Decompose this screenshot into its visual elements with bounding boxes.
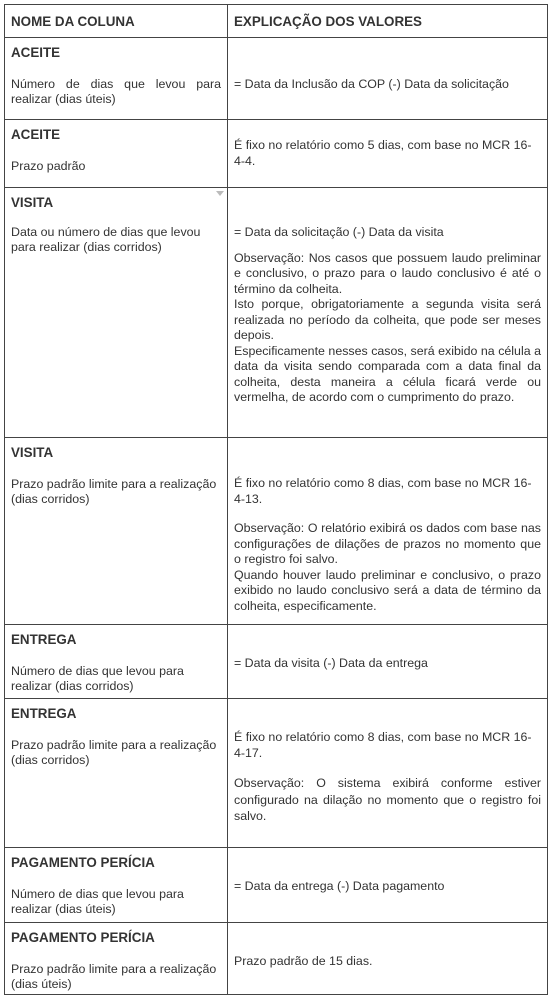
column-name-cell: [5, 625, 228, 699]
table-row: [5, 438, 548, 625]
explanation-cell: [228, 120, 548, 188]
table-row: [5, 848, 548, 923]
column-name-cell: [5, 38, 228, 120]
explanation-paragraph: Especificamente nesses casos, será exibido na célula a data da visita sendo comparada com a data final da colheita, desta maneira a célula ficará verde ou vermelha, de acordo com o cumprimento do prazo.: [234, 343, 541, 404]
explanation-table: [4, 4, 548, 995]
column-name-cell: [5, 699, 228, 848]
row-title: ACEITE: [11, 127, 61, 142]
explanation-paragraph: = Data da entrega (-) Data pagamento: [234, 879, 445, 893]
row-title: ENTREGA: [11, 632, 77, 647]
header-row: [5, 5, 548, 38]
explanation-cell: [228, 38, 548, 120]
explanation-paragraph: Observação: Nos casos que possuem laudo preliminar e conclusivo, o prazo para o laudo conclusivo é até o término da colheita.: [234, 250, 541, 296]
row-title: ENTREGA: [11, 706, 77, 721]
explanation-paragraph: Isto porque, obrigatoriamente a segunda visita será realizada no período da colheita, que pode ser meses depois.: [234, 297, 541, 342]
explanation-paragraph: Quando houver laudo preliminar e conclusivo, o prazo exibido no laudo conclusivo será a data de término da colheita, especificamente.: [234, 567, 541, 613]
row-label: Número de dias que levou para realizar (dias úteis): [11, 886, 184, 916]
explanation-paragraph: Observação: O relatório exibirá os dados com base nas configurações de dilações de prazos no momento que o registro foi salvo.: [234, 521, 541, 566]
column-name-cell: [5, 923, 228, 995]
table-row: [5, 120, 548, 188]
row-label: Número de dias que levou para realizar (dias corridos): [11, 663, 184, 693]
row-label: Prazo padrão: [11, 158, 86, 173]
explanation-paragraph: = Data da visita (-) Data da entrega: [234, 656, 428, 670]
row-label: Prazo padrão limite para a realização (dias úteis): [11, 961, 217, 991]
row-label: Número de dias que levou para realizar (dias úteis): [11, 76, 221, 106]
explanation-cell: [228, 923, 548, 995]
table-row: [5, 38, 548, 120]
row-title: PAGAMENTO PERÍCIA: [11, 930, 155, 945]
explanation-paragraph: É fixo no relatório como 5 dias, com base no MCR 16-4-4.: [234, 138, 532, 168]
explanation-cell: [228, 848, 548, 923]
column-name-cell: [5, 188, 228, 438]
explanation-paragraph: = Data da Inclusão da COP (-) Data da solicitação: [234, 77, 509, 91]
table-row: [5, 923, 548, 995]
row-label: Data ou número de dias que levou para realizar (dias corridos): [11, 224, 201, 254]
explanation-cell: [228, 188, 548, 438]
header-column-explanation: EXPLICAÇÃO DOS VALORES: [228, 5, 548, 38]
column-name-cell: [5, 848, 228, 923]
explanation-paragraph: É fixo no relatório como 8 dias, com base no MCR 16-4-13.: [234, 476, 532, 506]
explanation-cell: [228, 699, 548, 848]
table-row: [5, 625, 548, 699]
row-title: PAGAMENTO PERÍCIA: [11, 855, 155, 870]
explanation-cell: [228, 438, 548, 625]
row-title: ACEITE: [11, 45, 61, 60]
header-column-name: NOME DA COLUNA: [5, 5, 228, 38]
explanation-paragraph: Observação: O sistema exibirá conforme estiver configurado na dilação no momento que o registro foi salvo.: [234, 776, 541, 823]
explanation-cell: [228, 625, 548, 699]
row-label: Prazo padrão limite para a realização (dias corridos): [11, 476, 217, 506]
row-title: VISITA: [11, 195, 54, 210]
explanation-paragraph: É fixo no relatório como 8 dias, com base no MCR 16-4-17.: [234, 730, 532, 760]
table-row: [5, 699, 548, 848]
table-row: [5, 188, 548, 438]
row-label: Prazo padrão limite para a realização (dias corridos): [11, 737, 217, 767]
explanation-paragraph: = Data da solicitação (-) Data da visita: [234, 225, 444, 239]
explanation-paragraph: Prazo padrão de 15 dias.: [234, 954, 373, 968]
column-name-cell: [5, 438, 228, 625]
column-name-cell: [5, 120, 228, 188]
row-title: VISITA: [11, 445, 54, 460]
dropdown-marker-icon: [216, 191, 224, 196]
